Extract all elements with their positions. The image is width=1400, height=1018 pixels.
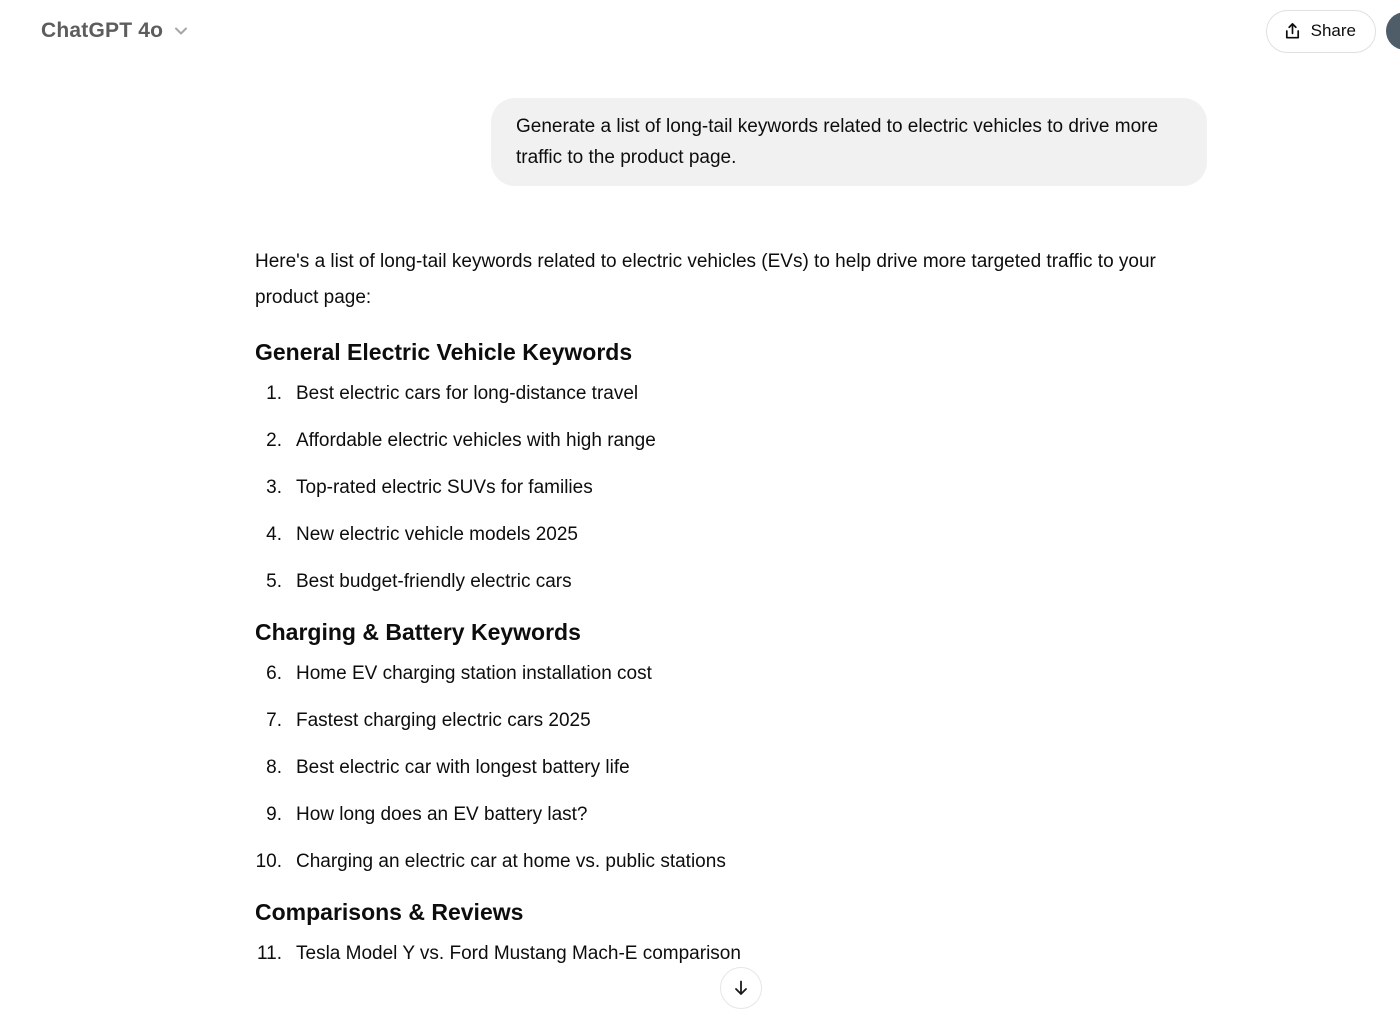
share-button-label: Share: [1310, 21, 1356, 40]
top-bar: [0, 0, 1400, 62]
upload-share-icon: [1283, 22, 1302, 41]
section-heading: Comparisons & Reviews: [255, 899, 524, 925]
keyword-section: [255, 618, 1207, 876]
keyword-list: [255, 940, 1207, 968]
keyword-item: 4. New electric vehicle models 2025: [255, 521, 1207, 549]
user-message-row: [255, 98, 1207, 186]
section-heading: Charging & Battery Keywords: [255, 619, 581, 645]
model-selector[interactable]: [35, 15, 195, 47]
keyword-item: 3. Top-rated electric SUVs for families: [255, 474, 1207, 502]
keyword-list: [255, 660, 1207, 876]
keyword-section: [255, 898, 1207, 968]
user-message-bubble: Generate a list of long-tail keywords related to electric vehicles to drive more traffic to the product page.: [491, 98, 1207, 186]
keyword-section: [255, 338, 1207, 596]
keyword-item: 7. Fastest charging electric cars 2025: [255, 707, 1207, 735]
keyword-item: 1. Best electric cars for long-distance travel: [255, 380, 1207, 408]
keyword-item: 8. Best electric car with longest battery life: [255, 754, 1207, 782]
keyword-item: 10. Charging an electric car at home vs. public stations: [255, 848, 1207, 876]
section-heading: General Electric Vehicle Keywords: [255, 339, 633, 365]
keyword-item: 11. Tesla Model Y vs. Ford Mustang Mach-E comparison: [255, 940, 1207, 968]
header-actions: [1266, 0, 1400, 62]
keyword-list: [255, 380, 1207, 596]
arrow-down-icon: [731, 978, 751, 998]
assistant-intro-text: Here's a list of long-tail keywords related to electric vehicles (EVs) to help drive more targeted traffic to your product page:: [255, 251, 1156, 308]
keyword-sections: [255, 338, 1207, 968]
chat-column: [255, 0, 1207, 987]
chevron-down-icon: [173, 23, 189, 39]
keyword-item: 6. Home EV charging station installation cost: [255, 660, 1207, 688]
scroll-to-bottom-button[interactable]: [720, 967, 762, 1009]
keyword-item: 5. Best budget-friendly electric cars: [255, 568, 1207, 596]
keyword-item: 9. How long does an EV battery last?: [255, 801, 1207, 829]
keyword-item: 2. Affordable electric vehicles with high range: [255, 427, 1207, 455]
model-name: ChatGPT 4o: [41, 19, 164, 42]
user-avatar[interactable]: [1386, 12, 1400, 50]
assistant-message: [255, 244, 1207, 968]
share-button[interactable]: [1266, 10, 1376, 53]
